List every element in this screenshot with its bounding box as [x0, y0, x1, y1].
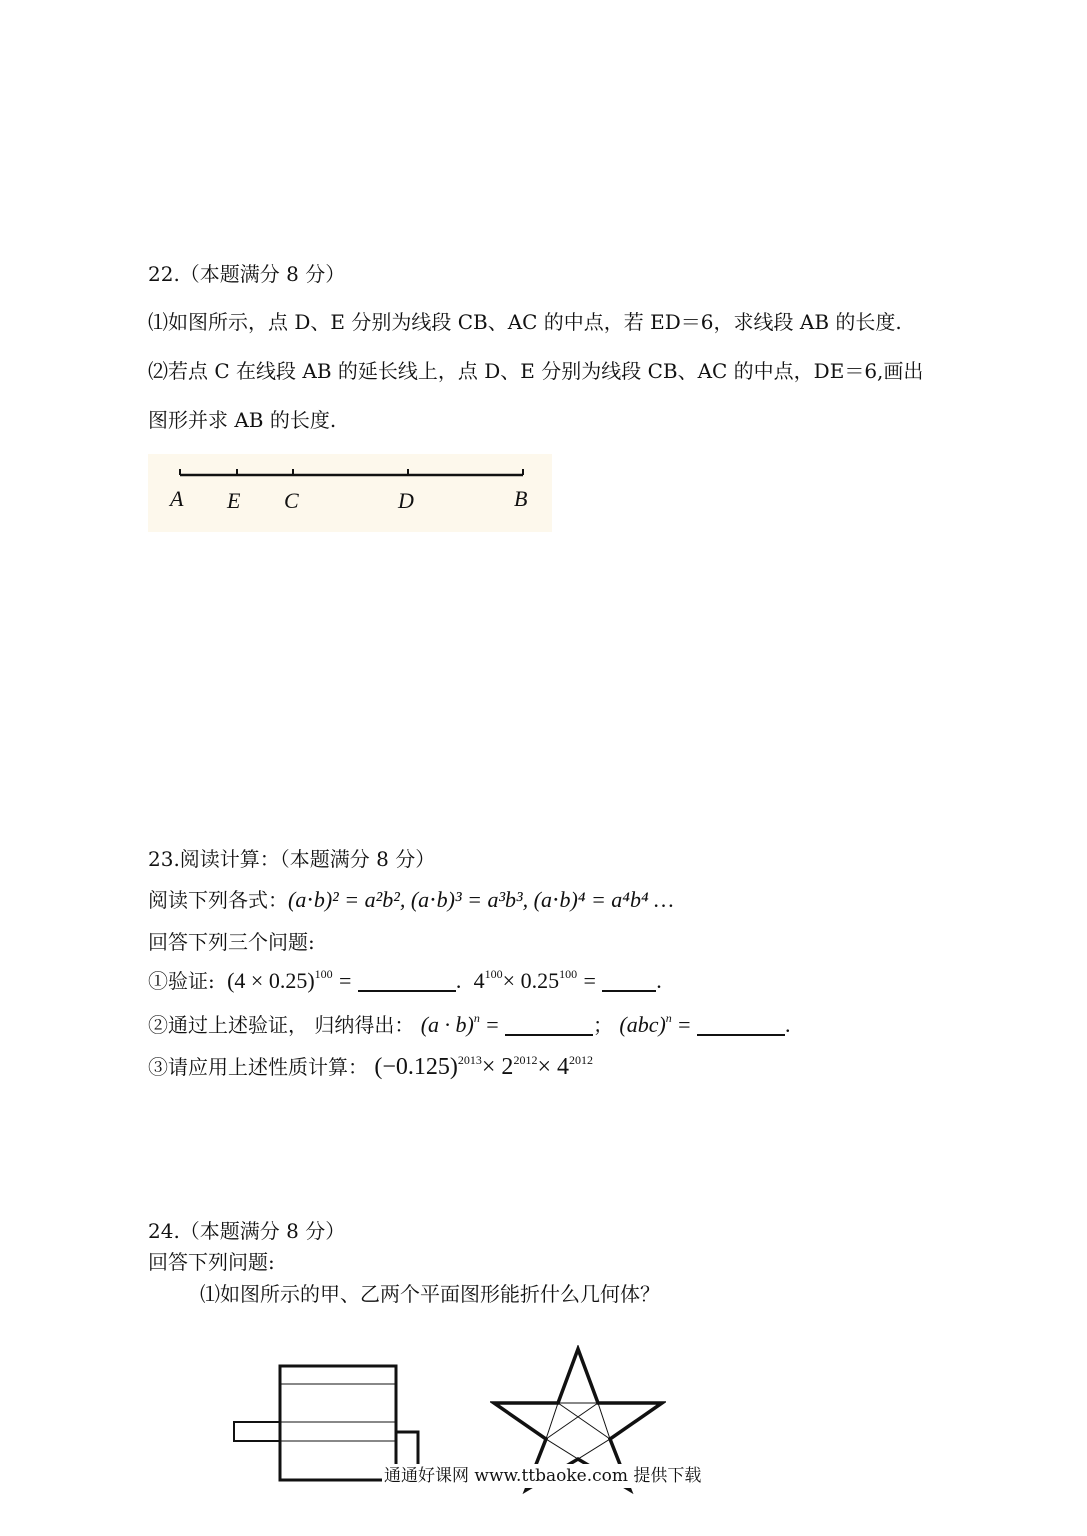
segment-figure — [148, 454, 552, 532]
q23-item1-answer-blank-2[interactable] — [602, 970, 656, 992]
label-c: C — [284, 488, 299, 513]
q23-answer-prompt: 回答下列三个问题: — [148, 930, 315, 954]
q23-item1-prefix: ①验证: — [148, 969, 215, 993]
q23-item2: ②通过上述验证， 归纳得出： $(a \cdot b)^n$ = ； (abc)$^n$ = . — [148, 1011, 791, 1037]
q23-read-line — [148, 888, 674, 912]
q22-part1: ⑴如图所示，点 D、E 分别为线段 CB、AC 的中点，若 ED＝6，求线段 AB 的长度. — [148, 310, 902, 334]
q23-header: 23.阅读计算：（本题满分 8 分） — [148, 847, 436, 871]
q23-item1-expr-b: $4^{100}\times 0.25^{100}$ — [473, 967, 578, 993]
q23-read-prefix: 阅读下列各式： — [148, 888, 288, 912]
label-d: D — [398, 488, 414, 513]
star-inner-line-2 — [546, 1403, 598, 1439]
q23-item2-answer-blank-2[interactable] — [697, 1014, 785, 1036]
q23-read-formula: (a⋅b)² = a²b², (a⋅b)³ = a³b³, (a⋅b)⁴ = a⁴b⁴ … — [288, 887, 674, 912]
q22-part2-line1: ⑵若点 C 在线段 AB 的延长线上，点 D、E 分别为线段 CB、AC 的中点，DE＝6,画出 — [148, 359, 924, 383]
q23-item1: ①验证: $(4 \times 0.25)^{100}$ = . $4^{100}\times 0.25^{100}$ = . — [148, 967, 662, 993]
star-inner-pentagon — [546, 1403, 610, 1459]
q23-item3 — [148, 1055, 593, 1079]
q23-item1-answer-blank-1[interactable] — [358, 970, 456, 992]
q23-item3-expr: $(-0.125)^{2013}\times 2^{2012}\times 4^{2012}$ — [374, 1053, 593, 1080]
net-jia-left-tab — [234, 1422, 280, 1441]
q23-item2-expr-b: (abc)$^n$ — [619, 1011, 672, 1037]
label-a: A — [170, 486, 184, 511]
q24-part1: ⑴如图所示的甲、乙两个平面图形能折什么几何体？ — [200, 1282, 660, 1306]
q23-item2-expr-a: $(a \cdot b)^n$ — [420, 1011, 480, 1037]
q23-item1-expr-a: $(4 \times 0.25)^{100}$ — [227, 967, 333, 993]
star-inner-line-1 — [558, 1403, 610, 1439]
label-e: E — [227, 488, 241, 513]
footer-watermark: 通通好课网 www.ttbaoke.com 提供下载 — [384, 1466, 702, 1486]
q24-answer-prompt: 回答下列问题: — [148, 1250, 275, 1274]
q23-item2-prefix: ②通过上述验证， 归纳得出： — [148, 1013, 415, 1037]
q23-item2-answer-blank-1[interactable] — [505, 1014, 593, 1036]
q23-item2-separator: ； — [593, 1013, 614, 1037]
q24-header: 24.（本题满分 8 分） — [148, 1219, 346, 1243]
q22-part2-line2: 图形并求 AB 的长度. — [148, 408, 337, 432]
net-jia-body — [280, 1366, 396, 1480]
label-b: B — [514, 486, 528, 511]
q22-header: 22.（本题满分 8 分） — [148, 262, 346, 286]
q23-item3-prefix: ③请应用上述性质计算： — [148, 1055, 368, 1079]
